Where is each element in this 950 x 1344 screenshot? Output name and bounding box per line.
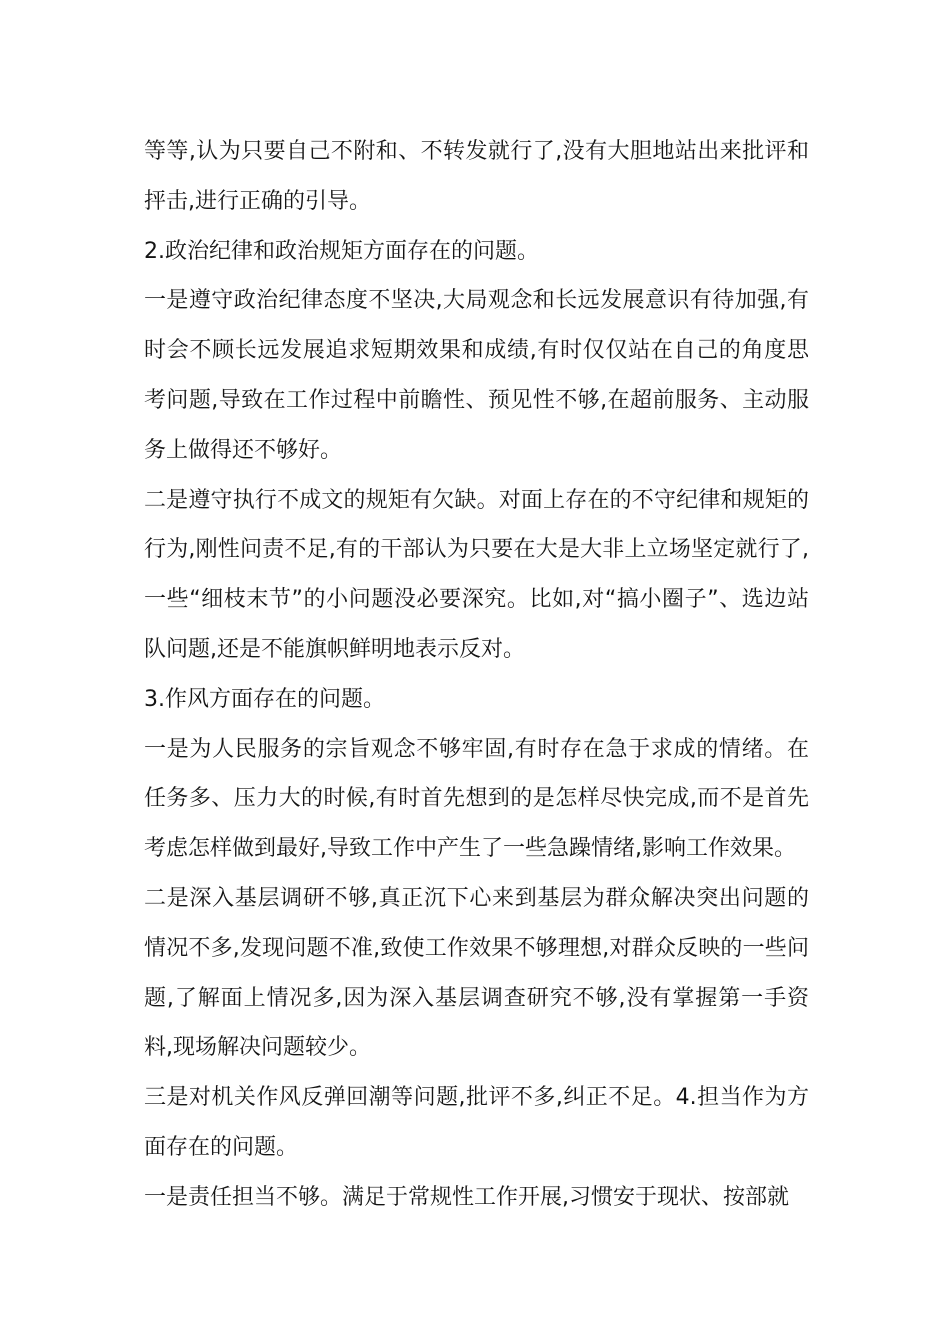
paragraph-continued-criticism: 等等,认为只要自己不附和、不转发就行了,没有大胆地站出来批评和抨击,进行正确的引导。 [144, 139, 809, 214]
paragraph-style-point-three: 三是对机关作风反弹回潮等问题,批评不多,纠正不足。4.担当作为方面存在的问题。 [144, 1085, 809, 1160]
heading-work-style: 3.作风方面存在的问题。 [144, 686, 385, 712]
heading-political-discipline: 2.政治纪律和政治规矩方面存在的问题。 [144, 238, 539, 264]
paragraph-discipline-point-two: 二是遵守执行不成文的规矩有欠缺。对面上存在的不守纪律和规矩的行为,刚性问责不足,有的干部认为只要在大是大非上立场坚定就行了,一些“细枝末节”的小问题没必要深究。比如,对“搞小圈子”、选边站队问题,还是不能旗帜鲜明地表示反对。 [144, 487, 809, 662]
paragraph-discipline-point-one: 一是遵守政治纪律态度不坚决,大局观念和长远发展意识有待加强,有时会不顾长远发展追求短期效果和成绩,有时仅仅站在自己的角度思考问题,导致在工作过程中前瞻性、预见性不够,在超前服务、主动服务上做得还不够好。 [144, 288, 809, 463]
paragraph-style-point-two: 二是深入基层调研不够,真正沉下心来到基层为群众解决突出问题的情况不多,发现问题不准,致使工作效果不够理想,对群众反映的一些问题,了解面上情况多,因为深入基层调查研究不够,没有掌握第一手资料,现场解决问题较少。 [144, 885, 809, 1061]
document-body [144, 127, 809, 1223]
paragraph-style-point-one: 一是为人民服务的宗旨观念不够牢固,有时存在急于求成的情绪。在任务多、压力大的时候,有时首先想到的是怎样尽快完成,而不是首先考虑怎样做到最好,导致工作中产生了一些急躁情绪,影响工作效果。 [144, 736, 809, 862]
paragraph-responsibility-point-one: 一是责任担当不够。满足于常规性工作开展,习惯安于现状、按部就 [144, 1184, 789, 1210]
